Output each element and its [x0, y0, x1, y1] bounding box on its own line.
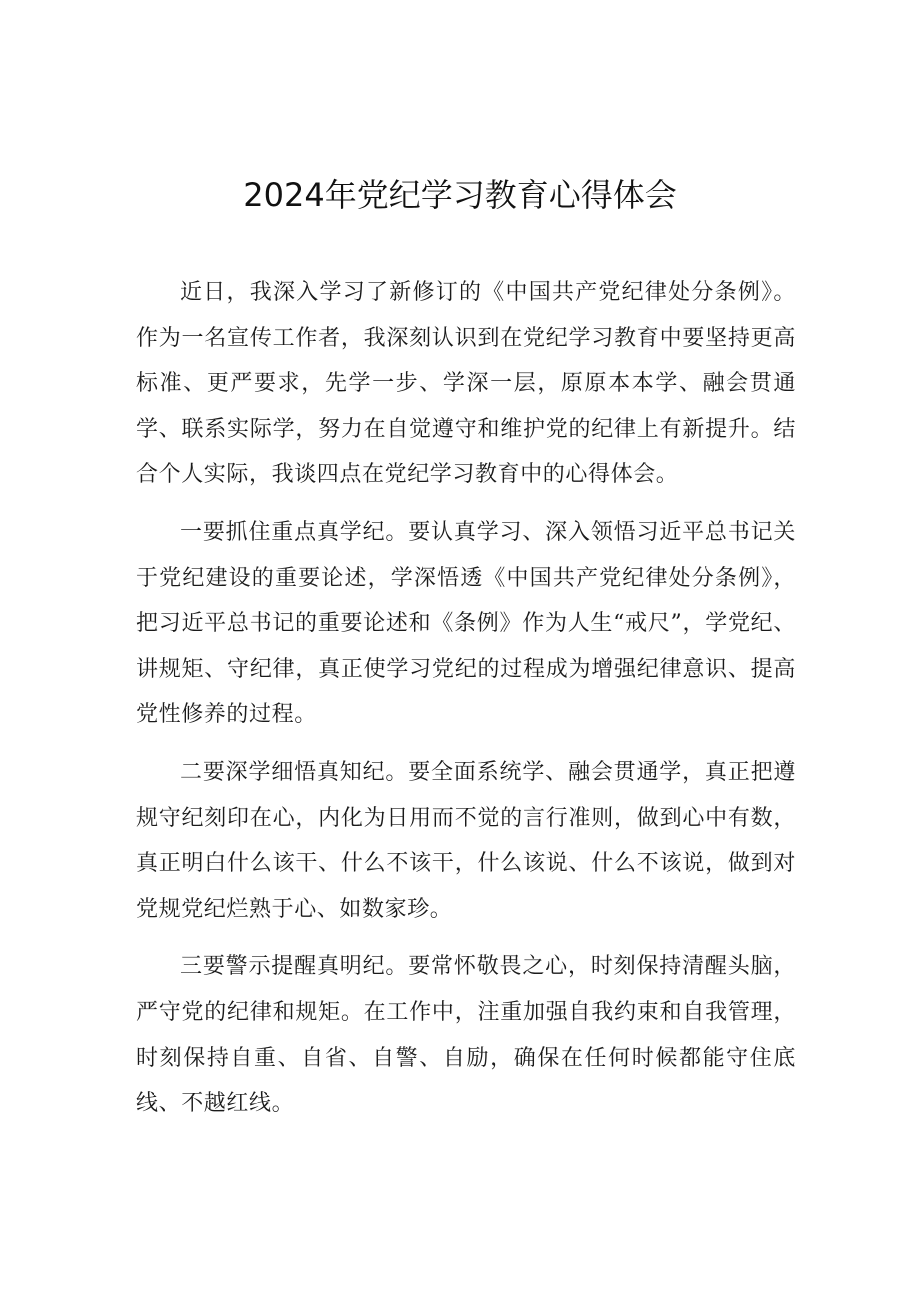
paragraph-point-one: 一要抓住重点真学纪。要认真学习、深入领悟习近平总书记关于党纪建设的重要论述，学深悟透《中国共产党纪律处分条例》，把习近平总书记的重要论述和《条例》作为人生“戒尺”，学党纪、讲规矩、守纪律，真正使学习党纪的过程成为增强纪律意识、提高党性修养的过程。 — [136, 519, 796, 728]
document-body — [136, 270, 796, 1139]
paragraph-intro: 近日，我深入学习了新修订的《中国共产党纪律处分条例》。作为一名宣传工作者，我深刻认识到在党纪学习教育中要坚持更高标准、更严要求，先学一步、学深一层，原原本本学、融会贯通学、联系实际学，努力在自觉遵守和维护党的纪律上有新提升。结合个人实际，我谈四点在党纪学习教育中的心得体会。 — [136, 280, 796, 488]
paragraph-point-two: 二要深学细悟真知纪。要全面系统学、融会贯通学，真正把遵规守纪刻印在心，内化为日用而不觉的言行准则，做到心中有数，真正明白什么该干、什么不该干，什么该说、什么不该说，做到对党规党纪烂熟于心、如数家珍。 — [136, 759, 796, 922]
paragraph-point-three: 三要警示提醒真明纪。要常怀敬畏之心，时刻保持清醒头脑，严守党的纪律和规矩。在工作中，注重加强自我约束和自我管理，时刻保持自重、自省、自警、自励，确保在任何时候都能守住底线、不越红线。 — [136, 954, 796, 1117]
document-title: 2024年党纪学习教育心得体会 — [243, 176, 677, 214]
